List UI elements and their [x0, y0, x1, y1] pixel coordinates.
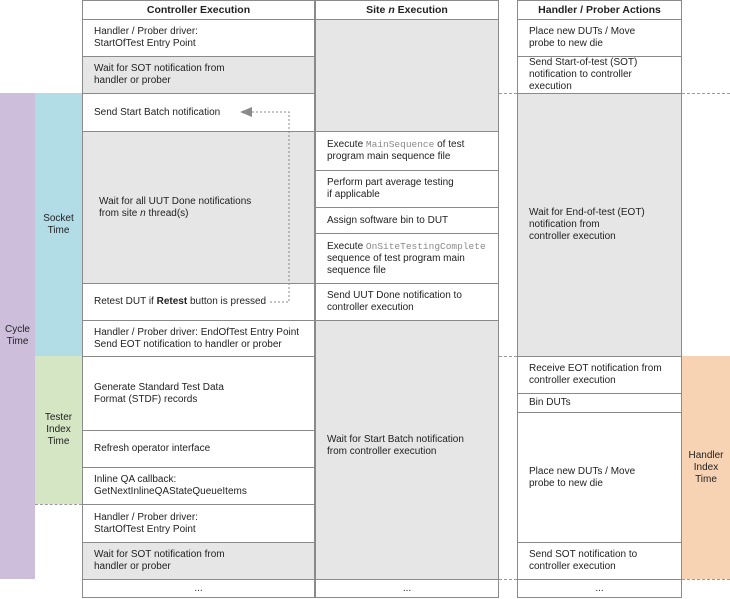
- handler-place-new-duts-text: Place new DUTs / Move probe to new die: [529, 26, 636, 49]
- site-ellipsis-text: ...: [402, 582, 412, 594]
- handler-bin-duts-text: Bin DUTs: [529, 397, 571, 408]
- handler-index-time-label: Handler Index Time: [688, 449, 724, 485]
- controller-wait-uut-done-text: Wait for all UUT Done notifications from site n thread(s): [99, 195, 252, 219]
- site-execute-main-sequence-text: Execute MainSequence of test program main sequence file: [327, 139, 465, 162]
- controller-wait-sot-2-text: Wait for SOT notification from handler or prober: [94, 549, 225, 572]
- site-title-prefix: Site: [366, 4, 389, 16]
- tester-index-time-label: Tester Index Time: [44, 412, 73, 447]
- site-wait-start-batch-text: Wait for Start Batch notification from controller execution: [327, 434, 464, 457]
- controller-end-of-test-text: Handler / Prober driver: EndOfTest Entry Point Send EOT notification to handler or prober: [94, 326, 300, 350]
- controller-execution-title: Controller Execution: [146, 4, 251, 16]
- site-title-n: n: [388, 4, 395, 16]
- controller-send-start-batch-text: Send Start Batch notification: [94, 106, 221, 118]
- controller-start-of-test-text: Handler / Prober driver: StartOfTest Entry Point: [94, 26, 198, 49]
- site-part-average-testing-text: Perform part average testing if applicable: [327, 177, 454, 200]
- handler-prober-actions-title: Handler / Prober Actions: [538, 4, 661, 16]
- handler-send-sot-text: Send Start-of-test (SOT) notification to controller execution: [529, 57, 638, 92]
- cycle-time-label: Cycle Time: [4, 324, 30, 347]
- socket-time-label: Socket Time: [43, 212, 74, 236]
- controller-ellipsis-text: ...: [194, 582, 203, 594]
- handler-ellipsis-text: ...: [595, 582, 604, 594]
- site-execute-on-site-testing-complete-text: Execute OnSiteTestingComplete sequence of test program main sequence file: [327, 240, 486, 276]
- handler-place-new-duts-2-text: Place new DUTs / Move probe to new die: [529, 465, 636, 489]
- site-assign-software-bin-text: Assign software bin to DUT: [327, 214, 449, 226]
- controller-refresh-operator-text: Refresh operator interface: [94, 443, 211, 454]
- handler-send-sot-2-text: Send SOT notification to controller execution: [529, 549, 638, 572]
- site-title-suffix: Execution: [394, 4, 448, 16]
- controller-start-of-test-2-text: Handler / Prober driver: StartOfTest Entry Point: [94, 511, 198, 535]
- site-send-uut-done-text: Send UUT Done notification to controller execution: [327, 290, 462, 313]
- handler-receive-eot-text: Receive EOT notification from controller execution: [529, 363, 662, 386]
- controller-inline-qa-text: Inline QA callback: GetNextInlineQAStateQueueItems: [94, 474, 247, 497]
- handler-wait-eot-text: Wait for End-of-test (EOT) notification from controller execution: [529, 207, 645, 242]
- controller-wait-sot-text: Wait for SOT notification from handler or prober: [94, 63, 225, 86]
- controller-retest-dut-text: Retest DUT if Retest button is pressed: [94, 296, 267, 307]
- controller-generate-stdf-text: Generate Standard Test Data Format (STDF) records: [94, 381, 224, 405]
